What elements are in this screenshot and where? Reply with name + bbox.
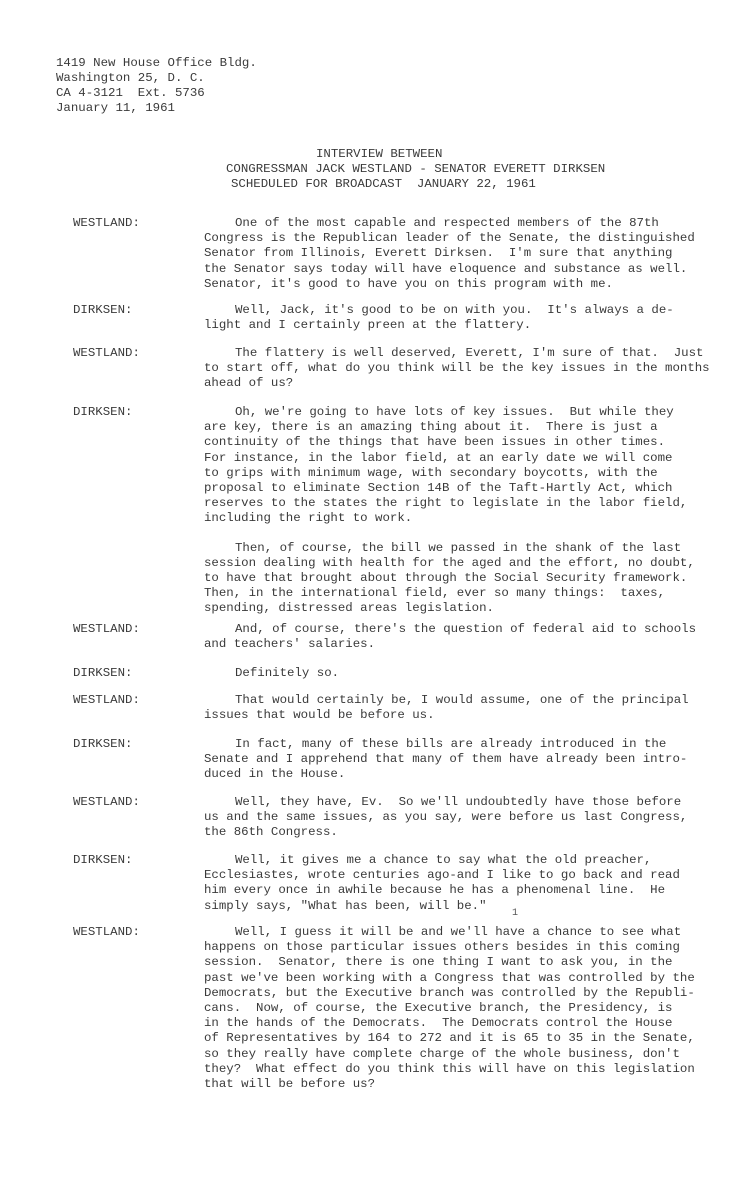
letterhead-phone: CA 4-3121 Ext. 5736 xyxy=(56,86,205,100)
speech-line: us and the same issues, as you say, were before us last Congress, xyxy=(204,810,688,825)
speech-paragraph xyxy=(204,541,704,617)
speech-line: Well, I guess it will be and we'll have a chance to see what xyxy=(235,925,682,939)
speech-line: Senator from Illinois, Everett Dirksen. I'm sure that anything xyxy=(204,246,673,261)
speech-line: including the right to work. xyxy=(204,511,413,526)
speech-paragraph xyxy=(204,693,704,723)
letterhead-city: Washington 25, D. C. xyxy=(56,71,205,85)
speech-line: to grips with minimum wage, with secondary boycotts, with the xyxy=(204,465,658,480)
speech-line: proposal to eliminate Section 14B of the Taft-Hartly Act, which xyxy=(204,480,673,495)
speech-text xyxy=(204,346,710,406)
speech-line: light and I certainly preen at the flattery. xyxy=(204,318,532,333)
speech-paragraph xyxy=(204,666,704,681)
letterhead-address: 1419 New House Office Bldg. xyxy=(56,56,257,70)
speech-text xyxy=(204,925,704,1106)
speech-text xyxy=(204,303,704,347)
speech-paragraph xyxy=(204,737,704,783)
speech-line: Definitely so. xyxy=(235,666,340,680)
speech-line: Then, of course, the bill we passed in the shank of the last xyxy=(235,540,682,555)
speech-line: And, of course, there's the question of federal aid to schools xyxy=(235,622,697,636)
speech-line: the Senator says today will have eloquence and substance as well. xyxy=(204,261,688,276)
speech-line: reserves to the states the right to legislate in the labor field, xyxy=(204,496,688,511)
speech-paragraph xyxy=(204,346,710,392)
speaker-label: DIRKSEN: xyxy=(73,853,133,867)
speaker-label: WESTLAND: xyxy=(73,693,140,707)
speech-paragraph xyxy=(204,216,704,292)
title-line-1: INTERVIEW BETWEEN xyxy=(316,147,443,161)
speech-line: Well, Jack, it's good to be on with you. It's always a de- xyxy=(235,303,674,317)
speaker-label: WESTLAND: xyxy=(73,622,140,636)
speech-line: that will be before us? xyxy=(204,1076,376,1091)
speaker-label: DIRKSEN: xyxy=(73,666,133,680)
page-mark: 1 xyxy=(512,908,519,919)
speaker-label: WESTLAND: xyxy=(73,216,140,230)
speaker-label: DIRKSEN: xyxy=(73,737,133,751)
speech-text xyxy=(204,853,704,928)
speech-line: to have that brought about through the Social Security framework. xyxy=(204,570,688,585)
speech-line: Senate and I apprehend that many of them have already been intro- xyxy=(204,752,688,767)
speech-text xyxy=(204,666,704,695)
speaker-label: WESTLAND: xyxy=(73,925,140,939)
speech-line: issues that would be before us. xyxy=(204,708,435,723)
speech-line: so they really have complete charge of the whole business, don't xyxy=(204,1046,680,1061)
speech-line: In fact, many of these bills are already introduced in the xyxy=(235,737,667,751)
letterhead-date: January 11, 1961 xyxy=(56,101,175,115)
speech-line: spending, distressed areas legislation. xyxy=(204,601,494,616)
speech-line: Ecclesiastes, wrote centuries ago-and I like to go back and read xyxy=(204,868,680,883)
speaker-label: WESTLAND: xyxy=(73,346,140,360)
speaker-label: WESTLAND: xyxy=(73,795,140,809)
document-title xyxy=(0,147,740,192)
speech-line: ahead of us? xyxy=(204,376,294,391)
speech-line: One of the most capable and respected members of the 87th xyxy=(235,216,659,230)
speech-text xyxy=(204,216,704,306)
speech-line: and teachers' salaries. xyxy=(204,637,376,652)
title-line-3: SCHEDULED FOR BROADCAST JANUARY 22, 1961 xyxy=(231,177,536,191)
speech-line: continuity of the things that have been issues in other times. xyxy=(204,435,666,450)
speech-line: For instance, in the labor field, at an early date we will come xyxy=(204,450,673,465)
speech-line: Democrats, but the Executive branch was controlled by the Republi- xyxy=(204,985,695,1000)
speech-line: happens on those particular issues others besides in this coming xyxy=(204,940,680,955)
title-line-2: CONGRESSMAN JACK WESTLAND - SENATOR EVERETT DIRKSEN xyxy=(226,162,606,176)
speech-paragraph xyxy=(204,925,704,1092)
speech-line: session dealing with health for the aged and the effort, no doubt, xyxy=(204,555,695,570)
speech-line: That would certainly be, I would assume, one of the principal xyxy=(235,693,689,707)
speech-text xyxy=(204,693,704,737)
speech-line: Oh, we're going to have lots of key issues. But while they xyxy=(235,405,674,419)
speech-text xyxy=(204,737,704,797)
speech-text xyxy=(204,622,704,666)
speaker-label: DIRKSEN: xyxy=(73,405,133,419)
speech-line: Senator, it's good to have you on this program with me. xyxy=(204,276,613,291)
speech-line: cans. Now, of course, the Executive branch, the Presidency, is xyxy=(204,1000,673,1015)
speech-line: simply says, "What has been, will be." xyxy=(204,898,487,913)
speech-text xyxy=(204,405,704,630)
speaker-label: DIRKSEN: xyxy=(73,303,133,317)
speech-paragraph xyxy=(204,303,704,333)
speech-line: Congress is the Republican leader of the Senate, the distinguished xyxy=(204,231,695,246)
speech-line: to start off, what do you think will be the key issues in the months xyxy=(204,361,710,376)
speech-paragraph xyxy=(204,405,704,527)
speech-line: past we've been working with a Congress that was controlled by the xyxy=(204,970,695,985)
speech-line: they? What effect do you think this will have on this legislation xyxy=(204,1061,695,1076)
speech-text xyxy=(204,795,704,855)
speech-line: of Representatives by 164 to 272 and it is 65 to 35 in the Senate, xyxy=(204,1031,695,1046)
speech-paragraph xyxy=(204,853,704,914)
speech-line: Then, in the international field, ever so many things: taxes, xyxy=(204,586,666,601)
speech-paragraph xyxy=(204,622,704,652)
speech-line: The flattery is well deserved, Everett, I'm sure of that. Just xyxy=(235,346,704,360)
speech-paragraph xyxy=(204,795,704,841)
speech-line: Well, it gives me a chance to say what the old preacher, xyxy=(235,853,652,867)
speech-line: Well, they have, Ev. So we'll undoubtedly have those before xyxy=(235,795,682,809)
speech-line: him every once in awhile because he has a phenomenal line. He xyxy=(204,883,666,898)
speech-line: session. Senator, there is one thing I want to ask you, in the xyxy=(204,955,673,970)
speech-line: duced in the House. xyxy=(204,767,346,782)
speech-line: are key, there is an amazing thing about it. There is just a xyxy=(204,420,658,435)
speech-line: in the hands of the Democrats. The Democrats control the House xyxy=(204,1016,673,1031)
letterhead xyxy=(56,56,257,116)
speech-line: the 86th Congress. xyxy=(204,825,338,840)
